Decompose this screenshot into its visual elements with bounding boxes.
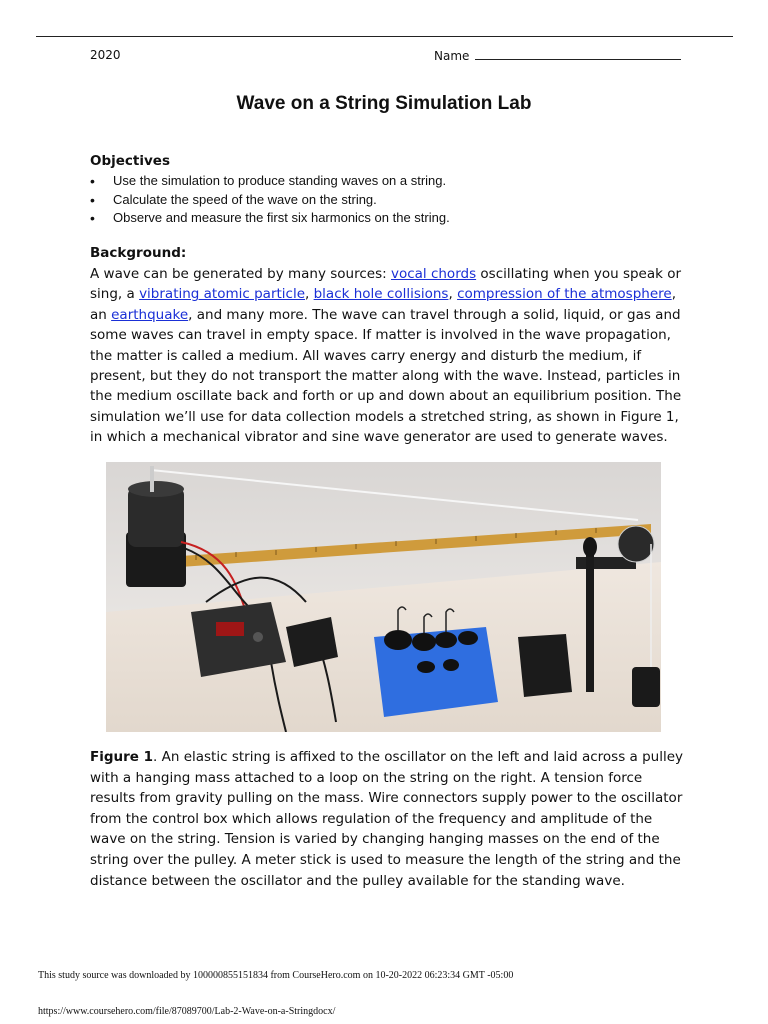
link-compression-of-atmosphere[interactable]: compression of the atmosphere <box>457 286 672 303</box>
link-vibrating-atomic-particle[interactable]: vibrating atomic particle <box>139 286 306 303</box>
oscillator-post <box>150 466 154 492</box>
background-heading: Background: <box>90 245 187 261</box>
background-text: , <box>305 286 314 303</box>
background-text: , an <box>90 286 676 323</box>
objective-item: • Calculate the speed of the wave on the string. <box>90 191 450 210</box>
name-label: Name <box>434 49 470 63</box>
figure-caption-text: . An elastic string is affixed to the oscillator on the left and laid across a pulley with a hanging mass attached to a loop on the string on the right. A tension force results from gravity pulling on the mass. Wire connectors supply power to the oscillator from the control box which allows regulation of the frequency and amplitude of the wave on the string. Tension is varied by changing hanging masses on the end of the string over the pulley. A meter stick is used to measure the length of the string and the distance between the oscillator and the pulley available for the standing wave. <box>90 749 684 889</box>
download-note: This study source was downloaded by 100000855151834 from CourseHero.com on 10-20-2022 06:23:34 GMT -05:00 <box>38 970 514 981</box>
hanging-mass <box>632 667 660 707</box>
source-url[interactable]: https://www.coursehero.com/file/87089700/Lab-2-Wave-on-a-Stringdocx/ <box>38 1006 336 1017</box>
figure-caption <box>90 747 690 891</box>
figure-label: Figure 1 <box>90 749 154 765</box>
black-case <box>518 634 572 697</box>
background-text: , <box>448 286 458 303</box>
header-name-field <box>434 48 681 63</box>
background-paragraph <box>90 264 690 448</box>
document-title: Wave on a String Simulation Lab <box>236 93 532 114</box>
figure-1-photo <box>106 462 661 732</box>
pulley-knob <box>583 537 597 557</box>
objectives-heading: Objectives <box>90 153 170 169</box>
oscillator-top <box>128 481 184 497</box>
background-text: , and many more. The wave can travel through a solid, liquid, or gas and some waves can travel in empty space. If matter is involved in the wave propagation, the matter is called a medium. All waves carry energy and disturb the medium, if present, but they do not transport the matter along with the wave. Instead, particles in the medium oscillate back and forth or up and down about an equilibrium position. The simulation we’ll use for data collection models a stretched string, as shown in Figure 1, in which a mechanical vibrator and sine wave generator are used to generate waves. <box>90 306 682 446</box>
control-box-display <box>216 622 244 636</box>
link-earthquake[interactable]: earthquake <box>111 306 189 323</box>
link-black-hole-collisions[interactable]: black hole collisions <box>313 286 449 303</box>
background-text: oscillating when you speak or sing, a <box>90 266 682 303</box>
pulley-wheel <box>618 526 654 562</box>
objective-item: • Use the simulation to produce standing waves on a string. <box>90 172 450 191</box>
name-blank-line <box>475 48 681 60</box>
objectives-list <box>90 172 450 228</box>
link-vocal-chords[interactable]: vocal chords <box>390 266 477 282</box>
objective-item: • Observe and measure the first six harmonics on the string. <box>90 209 450 228</box>
header-rule <box>36 36 733 37</box>
pulley-rod <box>586 542 594 692</box>
background-text: A wave can be generated by many sources: <box>90 266 391 282</box>
header-year: 2020 <box>90 48 121 62</box>
control-box-knob <box>253 632 263 642</box>
